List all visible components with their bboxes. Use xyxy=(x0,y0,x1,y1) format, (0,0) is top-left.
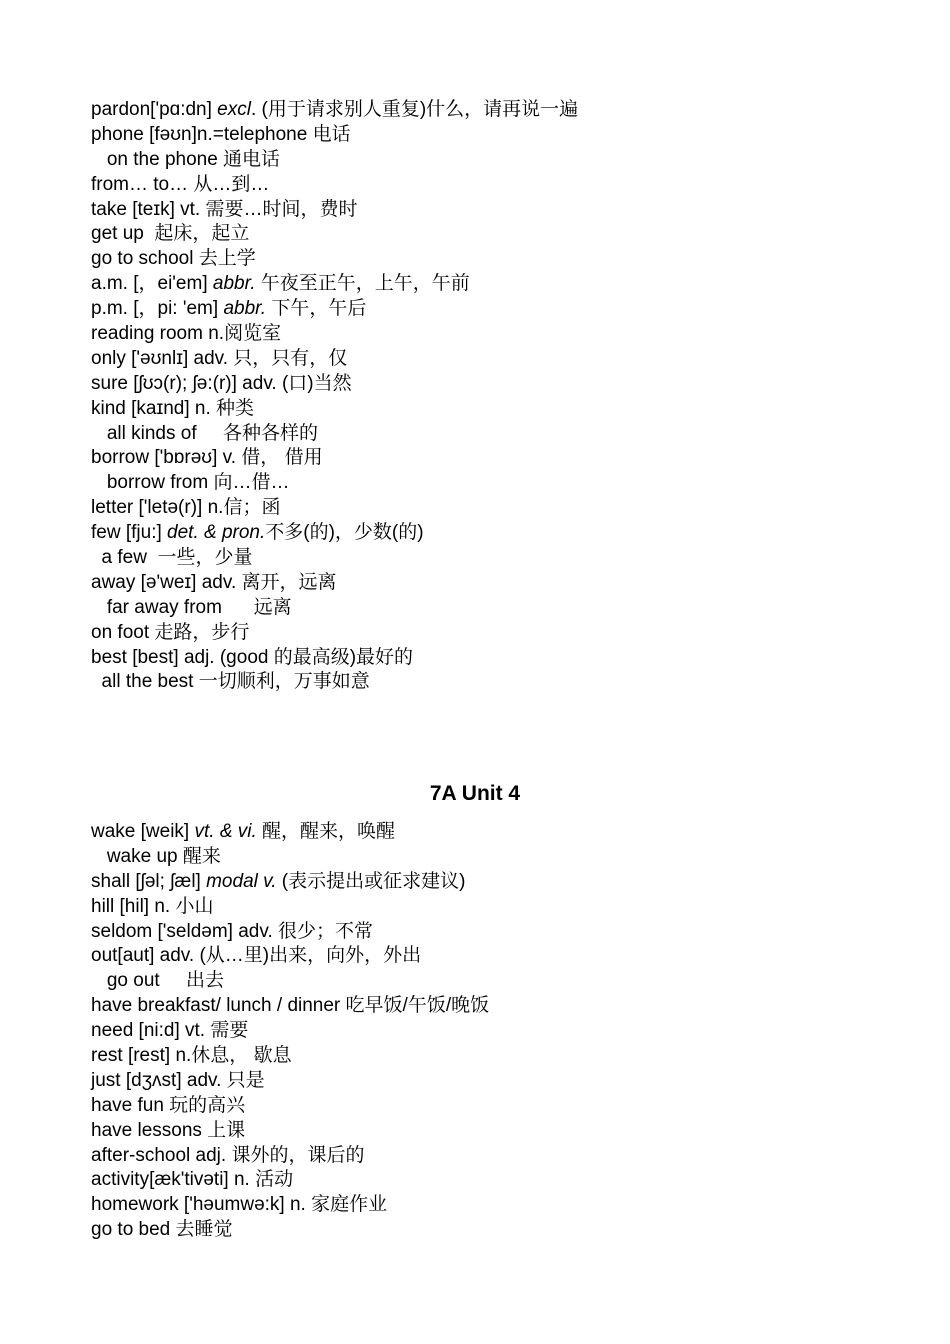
vocab-line xyxy=(91,621,871,646)
vocab-line xyxy=(91,571,871,596)
vocab-line xyxy=(91,646,871,671)
vocab-line xyxy=(91,1044,871,1069)
vocab-text: a.m. [，ei'em] xyxy=(91,273,213,295)
vocab-line xyxy=(91,546,871,571)
vocab-line xyxy=(91,1144,871,1169)
part-of-speech-text: excl xyxy=(217,99,251,120)
vocab-text: shall [ʃəl; ʃæl] xyxy=(91,870,207,892)
vocab-line xyxy=(91,123,871,148)
vocab-line xyxy=(91,496,871,521)
vocab-text: have breakfast/ lunch / dinner 吃早饭/午饭/晚饭 xyxy=(91,995,490,1017)
unit-heading-text: 7A Unit 4 xyxy=(429,782,521,805)
vocab-text: sure [ʃʊɔ(r); ʃə:(r)] adv. (口)当然 xyxy=(91,372,352,394)
vocab-text: reading room n.阅览室 xyxy=(91,323,282,345)
vocab-line xyxy=(91,272,871,297)
vocab-text: after-school adj. 课外的，课后的 xyxy=(91,1144,365,1166)
vocab-text: from… to… 从…到… xyxy=(91,173,270,195)
vocab-text: need [ni:d] vt. 需要 xyxy=(91,1020,249,1042)
vocab-text: go to bed 去睡觉 xyxy=(91,1219,233,1241)
vocab-line xyxy=(91,148,871,173)
vocab-line xyxy=(91,1094,871,1119)
vocab-line xyxy=(91,1218,871,1243)
vocab-line xyxy=(91,1119,871,1144)
vocab-text: borrow from 向…借… xyxy=(91,472,290,494)
vocab-text: rest [rest] n.休息， 歇息 xyxy=(91,1045,292,1067)
vocab-line xyxy=(91,173,871,198)
vocab-text: few [fju:] xyxy=(91,522,168,544)
vocab-line xyxy=(91,446,871,471)
vocab-text: all the best 一切顺利，万事如意 xyxy=(91,671,370,693)
vocabulary-list-section-1 xyxy=(91,98,871,695)
vocab-line xyxy=(91,994,871,1019)
vocab-line xyxy=(91,820,871,845)
part-of-speech-text: abbr. xyxy=(212,273,256,295)
vocab-line xyxy=(91,845,871,870)
vocab-text: wake up 醒来 xyxy=(91,845,221,867)
vocab-text: have fun 玩的高兴 xyxy=(91,1094,246,1116)
vocab-line xyxy=(91,1069,871,1094)
vocab-text: all kinds of 各种各样的 xyxy=(91,422,318,444)
vocab-line xyxy=(91,596,871,621)
vocab-text: activity[æk'tivəti] n. 活动 xyxy=(91,1169,294,1191)
vocab-text: kind [kaɪnd] n. 种类 xyxy=(91,397,255,419)
vocab-line xyxy=(91,670,871,695)
vocab-text: letter ['letə(r)] n.信；函 xyxy=(91,497,281,519)
vocab-line xyxy=(91,944,871,969)
vocab-text: 不多(的)，少数(的) xyxy=(265,522,424,544)
vocab-line xyxy=(91,98,871,123)
vocabulary-list-section-2 xyxy=(91,820,871,1243)
vocab-text: best [best] adj. (good 的最高级)最好的 xyxy=(91,646,414,668)
vocab-text: have lessons 上课 xyxy=(91,1119,246,1141)
vocab-text: take [teɪk] vt. 需要…时间，费时 xyxy=(91,198,358,220)
vocab-line xyxy=(91,870,871,895)
vocab-text: far away from 远离 xyxy=(91,596,292,618)
vocab-text: p.m. [，pi: 'em] xyxy=(91,298,224,320)
vocab-text: 醒，醒来，唤醒 xyxy=(256,821,396,842)
vocab-line xyxy=(91,895,871,920)
vocab-text: away [ə'weɪ] adv. 离开，远离 xyxy=(91,571,337,593)
part-of-speech-text: det. & pron. xyxy=(167,522,266,544)
part-of-speech-text: modal v. xyxy=(206,870,277,892)
vocab-text: . (用于请求别人重复)什么，请再说一遍 xyxy=(250,99,579,120)
vocab-line xyxy=(91,1168,871,1193)
vocab-text: hill [hil] n. 小山 xyxy=(91,895,214,917)
vocab-line xyxy=(91,1193,871,1218)
vocab-text: just [dʒʌst] adv. 只是 xyxy=(91,1069,265,1091)
vocab-line xyxy=(91,372,871,397)
vocab-line xyxy=(91,322,871,347)
vocab-text: only ['əʊnlɪ] adv. 只，只有，仅 xyxy=(91,347,348,369)
vocab-line xyxy=(91,347,871,372)
part-of-speech-text: abbr. xyxy=(223,298,267,320)
vocab-line xyxy=(91,920,871,945)
vocab-text: go out 出去 xyxy=(91,970,225,992)
vocab-text: go to school 去上学 xyxy=(91,248,256,270)
vocab-line xyxy=(91,222,871,247)
vocab-text: seldom ['seldəm] adv. 很少；不常 xyxy=(91,920,374,942)
vocab-text: 午夜至正午，上午，午前 xyxy=(255,273,470,295)
vocab-line xyxy=(91,397,871,422)
unit-heading xyxy=(0,780,950,808)
vocab-line xyxy=(91,969,871,994)
vocab-line xyxy=(91,297,871,322)
vocab-text: on the phone 通电话 xyxy=(91,148,281,170)
vocab-line xyxy=(91,247,871,272)
vocab-text: homework ['həumwə:k] n. 家庭作业 xyxy=(91,1194,388,1216)
vocab-text: phone [fəʊn]n.=telephone 电话 xyxy=(91,123,351,145)
vocab-text: a few 一些，少量 xyxy=(91,547,253,569)
vocab-text: wake [weik] xyxy=(91,821,195,842)
vocab-line xyxy=(91,1019,871,1044)
vocab-text: on foot 走路，步行 xyxy=(91,621,250,643)
vocab-text: out[aut] adv. (从…里)出来，向外，外出 xyxy=(91,945,422,967)
vocab-line xyxy=(91,422,871,447)
vocab-text: pardon['pɑ:dn] xyxy=(91,99,218,120)
vocab-line xyxy=(91,198,871,223)
vocab-text: (表示提出或征求建议) xyxy=(276,870,466,892)
vocab-line xyxy=(91,471,871,496)
vocab-line xyxy=(91,521,871,546)
vocab-text: 下午，午后 xyxy=(266,298,367,320)
vocab-text: borrow ['bɒrəʊ] v. 借， 借用 xyxy=(91,447,323,469)
part-of-speech-text: vt. & vi. xyxy=(194,821,257,842)
vocab-text: get up 起床，起立 xyxy=(91,223,250,245)
